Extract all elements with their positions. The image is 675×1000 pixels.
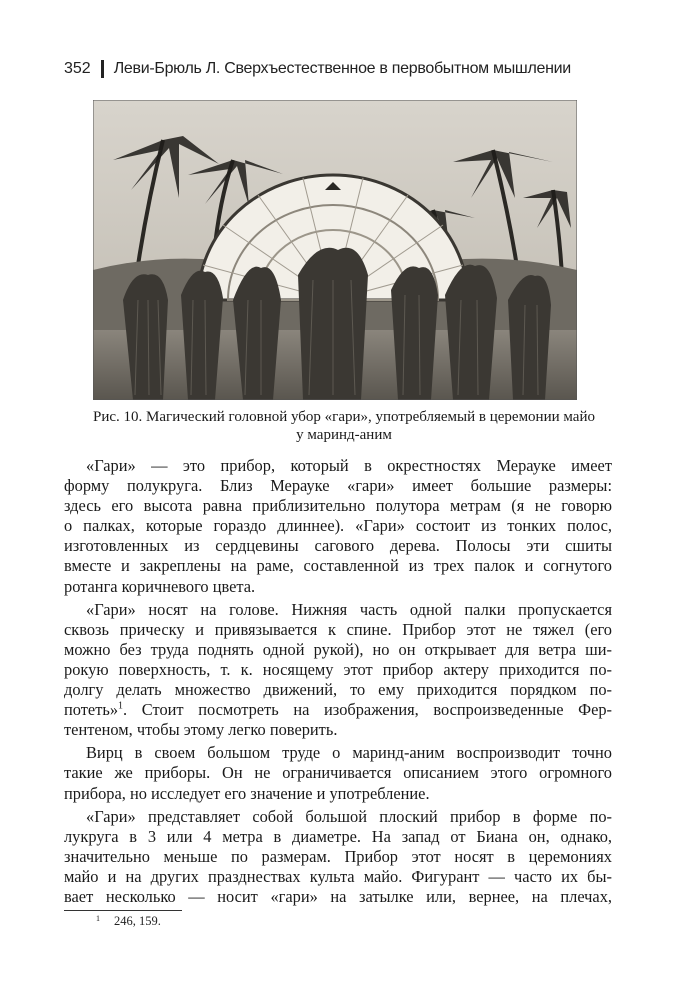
text-line: тентеном, чтобы этому легко поверить. — [64, 720, 338, 740]
figure-photo — [93, 100, 577, 400]
text-line: Вирц в своем большом труде о маринд-аним воспроизводит точно — [86, 743, 612, 763]
text-line: «Гари» представляет собой большой плоский прибор в форме по- — [86, 806, 612, 826]
text-line: «Гари» — это прибор, который в окрестностях Мерауке имеет — [86, 456, 612, 475]
text-line: такие же приборы. Он не ограничивается описанием этого огромного — [64, 763, 612, 783]
text-line: прибора, но исследует его значение и употребление. — [64, 783, 430, 803]
footnote-ref: 1 — [118, 700, 124, 712]
footnote — [96, 914, 161, 929]
footnote-mark: 1 — [96, 914, 100, 923]
running-header — [64, 56, 624, 82]
text-line: изготовленных из сердцевины сагового дерева. Полосы эти сшиты — [64, 536, 612, 556]
text-line: рокую поверхность, т. к. носящему этот прибор актеру приходится по- — [64, 659, 612, 679]
footnote-divider — [64, 910, 182, 911]
text-line: вает несколько — носит «гари» на затылке или, вернее, на плечах, — [64, 886, 612, 906]
text-line: можно без труда поднять одной рукой), но он открывает для ветра ши- — [64, 639, 612, 659]
text-line: здесь его высота равна приблизительно полутора метрам (я не говорю — [64, 496, 612, 516]
caption-line-1: Рис. 10. Магический головной убор «гари», употребляемый в церемонии майо — [93, 409, 595, 425]
text-fragment: . Стоит посмотреть на изображения, воспроизведенные Фер- — [123, 700, 612, 720]
text-line: значительно меньше по размерам. Прибор этот носят в церемониях — [64, 846, 612, 866]
text-line: ротанга коричневого цвета. — [64, 576, 256, 596]
text-line: форму полукруга. Близ Мерауке «гари» имеет большие размеры: — [64, 476, 612, 496]
body-text — [64, 456, 612, 907]
text-line: вместе и закреплены на раме, составленной из трех палок и согнутого — [64, 556, 612, 576]
text-line: сквозь прическу и привязывается к спине. Прибор этот не тяжел (его — [64, 619, 612, 639]
ceremony-photo-illustration — [93, 100, 577, 400]
text-line: о палках, которые гораздо длиннее). «Гари» состоит из тонких полос, — [64, 516, 612, 536]
page-number: 352 — [64, 60, 91, 77]
running-title: Леви-Брюль Л. Сверхъестественное в первобытном мышлении — [113, 60, 571, 77]
text-line: лукруга в 3 или 4 метра в диаметре. На запад от Биана он, однако, — [64, 826, 612, 846]
text-line: долгу делать множество движений, то ему приходится порядком по- — [64, 680, 612, 700]
text-line: «Гари» носят на голове. Нижняя часть одной палки пропускается — [86, 599, 612, 619]
header-separator — [101, 60, 104, 78]
caption-line-2: у маринд-аним — [296, 427, 392, 443]
text-line-with-footnote — [64, 700, 612, 720]
footnote-text: 246, 159. — [114, 914, 161, 928]
text-fragment: потеть» — [64, 700, 119, 720]
figure-caption — [64, 408, 624, 444]
text-line: майо и на других празднествах культа майо. Фигурант — часто их бы- — [64, 866, 612, 886]
